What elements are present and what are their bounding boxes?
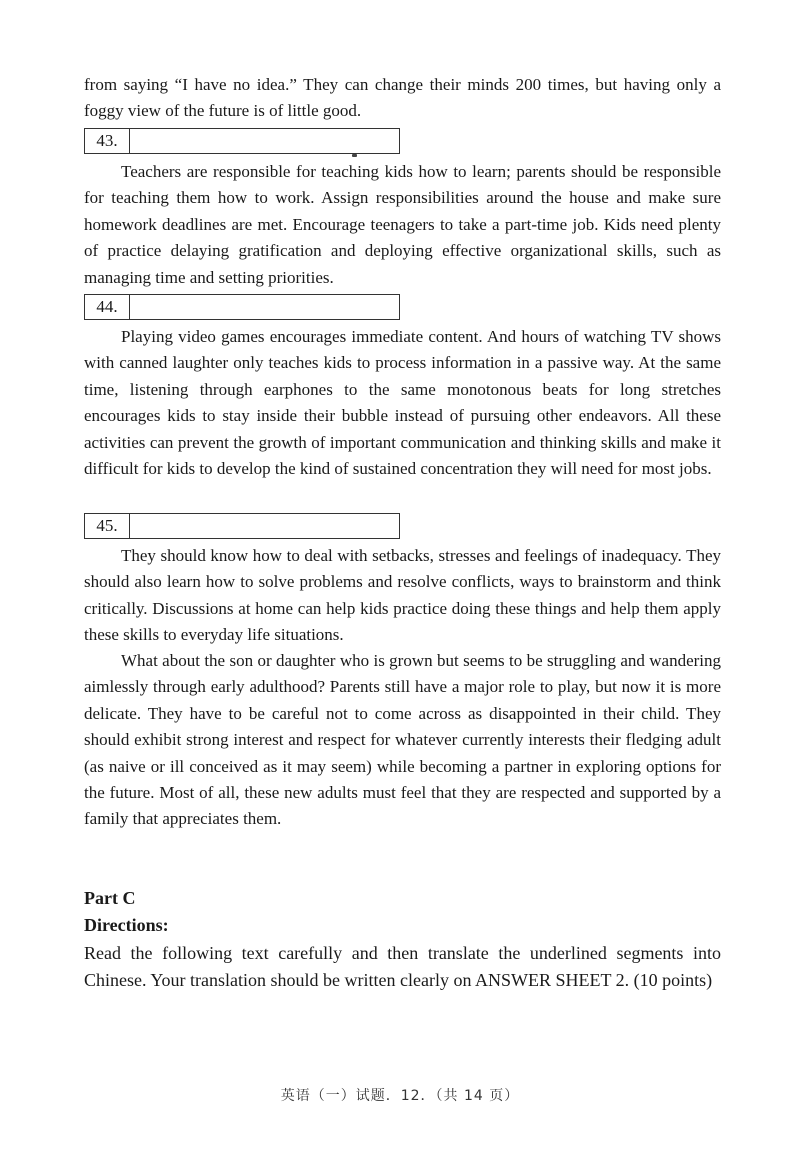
answer-box-45[interactable] [84,513,400,539]
answer-blank-43[interactable] [130,129,399,153]
page-footer: 英语（一）试题．12．（共 14 页） [280,1088,520,1104]
question-number-43: 43. [85,129,130,153]
print-speck [352,154,357,157]
part-c-title: Part C [84,888,136,908]
answer-blank-45[interactable] [130,514,399,538]
adulthood-paragraph: What about the son or daughter who is grown but seems to be struggling and wandering aimlessly through early adulthood? Parents still have a major role to play, but now it is more delicate. They have to be careful not to come across as disappointed in their child. They should exhibit strong interest and respect for whatever currently interests their fledging adult (as naive or ill conceived as it may seem) while becoming a partner in exploring options for the future. Most of all, these new adults must feel that they are respected and supported by a family that appreciates them. [84,651,721,829]
directions-label: Directions: [84,915,169,935]
setbacks-paragraph: They should know how to deal with setbacks, stresses and feelings of inadequacy. They should also learn how to solve problems and resolve conflicts, ways to brainstorm and think critically. Discussions at home can help kids practice doing these things and help them apply these skills to everyday life situations. [84,546,721,645]
answer-blank-44[interactable] [130,295,399,319]
answer-box-43[interactable] [84,128,400,154]
question-number-44: 44. [85,295,130,319]
intro-paragraph: from saying “I have no idea.” They can change their minds 200 times, but having only a foggy view of the future is of little good. [84,75,721,121]
video-games-paragraph: Playing video games encourages immediate content. And hours of watching TV shows with canned laughter only teaches kids to process information in a passive way. At the same time, listening through earphones to the same monotonous beats for long stretches encourages kids to stay inside their bubble instead of pursuing other endeavors. All these activities can prevent the growth of important communication and thinking skills and make it difficult for kids to develop the kind of sustained concentration they will need for most jobs. [84,327,721,479]
teachers-paragraph: Teachers are responsible for teaching kids how to learn; parents should be responsible for teaching them how to work. Assign responsibilities around the house and make sure homework deadlines are met. Encourage teenagers to take a part-time job. Kids need plenty of practice delaying gratification and deploying effective organizational skills, such as managing time and setting priorities. [84,162,721,287]
directions-text: Read the following text carefully and then translate the underlined segments into Chinese. Your translation should be written clearly on ANSWER SHEET 2. (10 points) [84,943,721,990]
question-number-45: 45. [85,514,130,538]
answer-box-44[interactable] [84,294,400,320]
